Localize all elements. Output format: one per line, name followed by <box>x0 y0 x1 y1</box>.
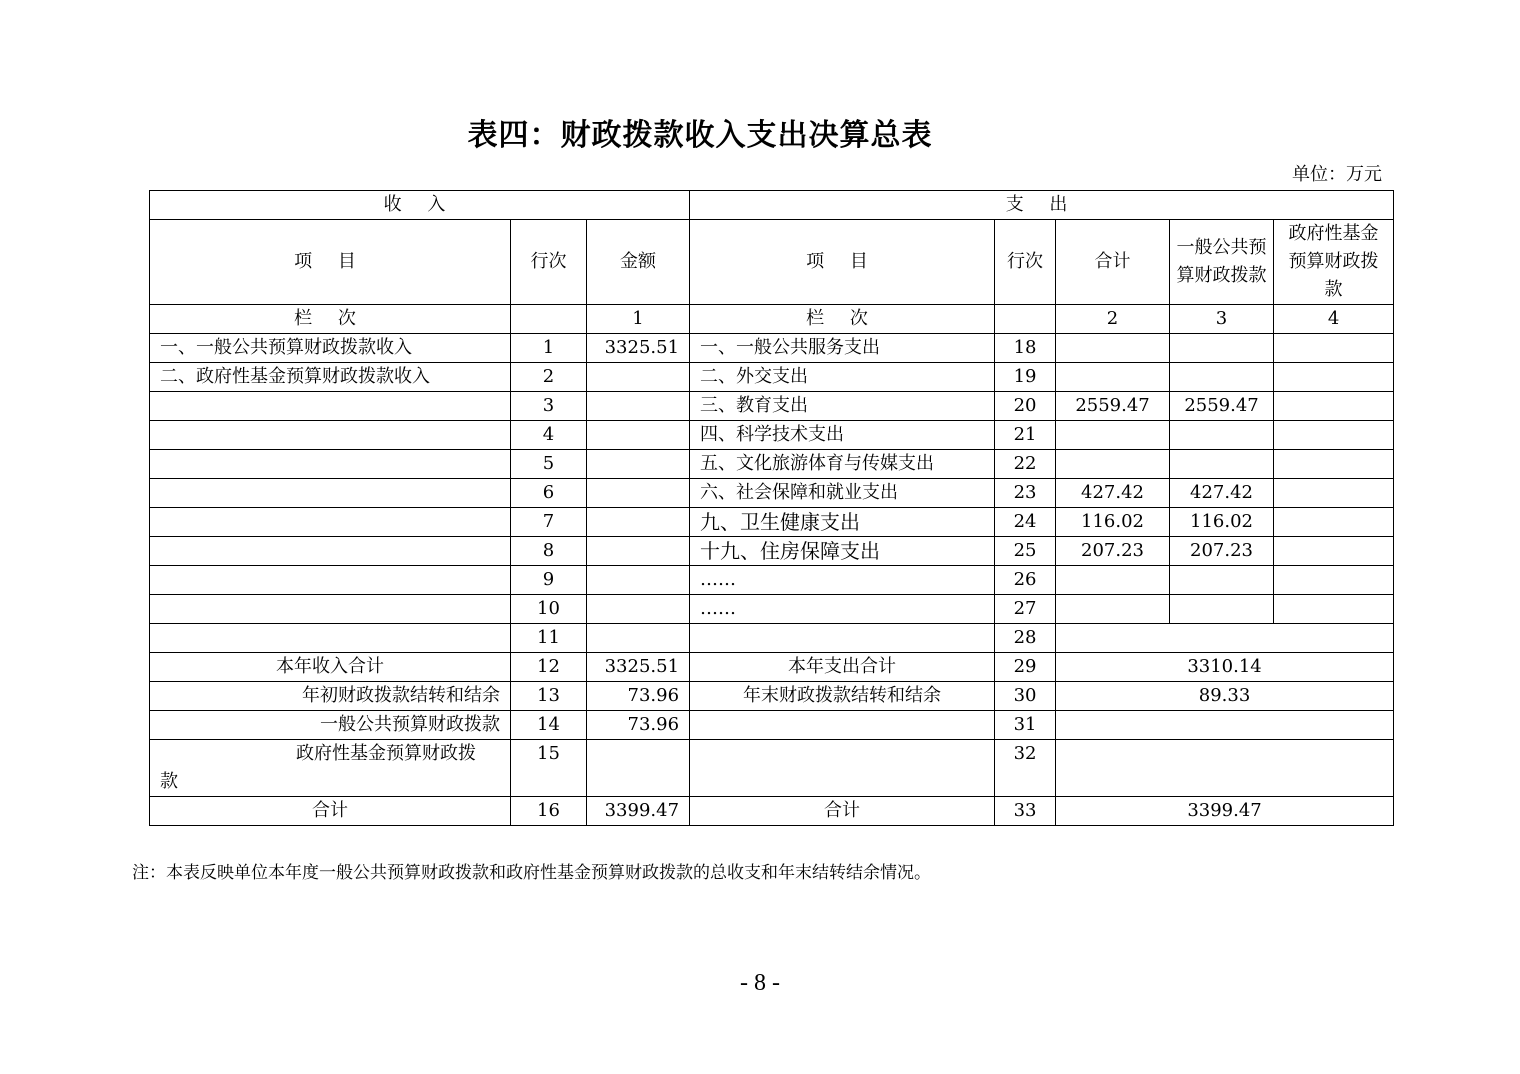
income-row-no-header: 行次 <box>511 220 587 305</box>
expense-general <box>1170 595 1274 624</box>
expense-total-amount: 3399.47 <box>1056 797 1394 826</box>
expense-item-header: 项 目 <box>690 220 995 305</box>
expense-item: 十九、住房保障支出 <box>690 537 995 566</box>
income-item <box>150 508 511 537</box>
expense-row-no: 27 <box>995 595 1056 624</box>
begin-balance-amount: 73.96 <box>587 682 690 711</box>
table-row <box>150 450 1394 479</box>
income-row-no: 8 <box>511 537 587 566</box>
income-col-blank <box>511 305 587 334</box>
expense-fund <box>1274 508 1394 537</box>
year-total-row <box>150 653 1394 682</box>
expense-row-no: 20 <box>995 392 1056 421</box>
year-expense-label: 本年支出合计 <box>690 653 995 682</box>
expense-total <box>1056 595 1170 624</box>
income-item <box>150 537 511 566</box>
income-amount <box>587 508 690 537</box>
total-header: 合计 <box>1056 220 1170 305</box>
table-row <box>150 479 1394 508</box>
expense-row-no: 22 <box>995 450 1056 479</box>
expense-item: 一、一般公共服务支出 <box>690 334 995 363</box>
expense-item: 四、科学技术支出 <box>690 421 995 450</box>
income-item <box>150 566 511 595</box>
income-row-no: 9 <box>511 566 587 595</box>
general-budget-amount: 73.96 <box>587 711 690 740</box>
fund-budget-exp-no: 32 <box>995 740 1056 797</box>
expense-col-2: 2 <box>1056 305 1170 334</box>
grand-total-row <box>150 797 1394 826</box>
income-item: 一、一般公共预算财政拨款收入 <box>150 334 511 363</box>
budget-table <box>149 190 1394 826</box>
expense-total: 2559.47 <box>1056 392 1170 421</box>
expense-total <box>1056 363 1170 392</box>
income-item <box>150 421 511 450</box>
column-index-row <box>150 305 1394 334</box>
expense-item: 六、社会保障和就业支出 <box>690 479 995 508</box>
general-budget-row <box>150 711 1394 740</box>
income-item <box>150 392 511 421</box>
income-total-amount: 3399.47 <box>587 797 690 826</box>
fund-budget-no: 15 <box>511 740 587 797</box>
expense-row-no: 25 <box>995 537 1056 566</box>
income-amount <box>587 479 690 508</box>
expense-col-4: 4 <box>1274 305 1394 334</box>
expense-col-3: 3 <box>1170 305 1274 334</box>
expense-total <box>1056 450 1170 479</box>
expense-item: 三、教育支出 <box>690 392 995 421</box>
income-total-no: 16 <box>511 797 587 826</box>
year-income-amount: 3325.51 <box>587 653 690 682</box>
general-budget-exp-amount <box>1056 711 1394 740</box>
income-row-no: 7 <box>511 508 587 537</box>
table-row <box>150 624 1394 653</box>
expense-total: 427.42 <box>1056 479 1170 508</box>
expense-fund <box>1274 392 1394 421</box>
column-header-row <box>150 220 1394 305</box>
expense-row-no: 19 <box>995 363 1056 392</box>
income-row-no: 11 <box>511 624 587 653</box>
expense-item: 五、文化旅游体育与传媒支出 <box>690 450 995 479</box>
page-number: - 8 - <box>740 970 780 996</box>
section-header-row <box>150 191 1394 220</box>
expense-row-no: 24 <box>995 508 1056 537</box>
general-budget-exp-no: 31 <box>995 711 1056 740</box>
expense-general <box>1170 450 1274 479</box>
end-balance-amount: 89.33 <box>1056 682 1394 711</box>
expense-total <box>1056 334 1170 363</box>
expense-general <box>1170 334 1274 363</box>
income-amount <box>587 537 690 566</box>
expense-total: 116.02 <box>1056 508 1170 537</box>
year-income-label: 本年收入合计 <box>150 653 511 682</box>
expense-row-no: 28 <box>995 624 1056 653</box>
expense-item: 九、卫生健康支出 <box>690 508 995 537</box>
income-row-no: 6 <box>511 479 587 508</box>
expense-fund <box>1274 595 1394 624</box>
income-row-no: 4 <box>511 421 587 450</box>
income-amount <box>587 421 690 450</box>
income-amount: 3325.51 <box>587 334 690 363</box>
begin-balance-label: 年初财政拨款结转和结余 <box>150 682 511 711</box>
table-row <box>150 566 1394 595</box>
income-item-header: 项 目 <box>150 220 511 305</box>
expense-general <box>1170 363 1274 392</box>
income-row-no: 5 <box>511 450 587 479</box>
income-col-label: 栏 次 <box>150 305 511 334</box>
end-balance-label: 年末财政拨款结转和结余 <box>690 682 995 711</box>
fund-budget-header: 政府性基金预算财政拨款 <box>1274 220 1394 305</box>
expense-general: 427.42 <box>1170 479 1274 508</box>
income-item <box>150 479 511 508</box>
expense-item: 二、外交支出 <box>690 363 995 392</box>
income-item <box>150 450 511 479</box>
fund-budget-exp-item <box>690 740 995 797</box>
income-col-1: 1 <box>587 305 690 334</box>
income-total-label: 合计 <box>150 797 511 826</box>
fund-budget-label-line2: 款 <box>160 771 178 792</box>
income-amount <box>587 450 690 479</box>
table-row <box>150 537 1394 566</box>
carryover-row <box>150 682 1394 711</box>
income-row-no: 10 <box>511 595 587 624</box>
expense-general: 2559.47 <box>1170 392 1274 421</box>
expense-item: …… <box>690 595 995 624</box>
expense-fund <box>1274 421 1394 450</box>
expense-fund <box>1274 479 1394 508</box>
expense-total-label: 合计 <box>690 797 995 826</box>
income-amount <box>587 566 690 595</box>
fund-budget-amount <box>587 740 690 797</box>
year-income-no: 12 <box>511 653 587 682</box>
footnote: 注：本表反映单位本年度一般公共预算财政拨款和政府性基金预算财政拨款的总收支和年末结转结余情况。 <box>132 863 931 883</box>
income-amount <box>587 392 690 421</box>
table-row <box>150 421 1394 450</box>
expense-row-no-header: 行次 <box>995 220 1056 305</box>
expense-total <box>1056 566 1170 595</box>
expense-fund <box>1274 537 1394 566</box>
fund-budget-exp-amount <box>1056 740 1394 797</box>
year-expense-no: 29 <box>995 653 1056 682</box>
income-row-no: 3 <box>511 392 587 421</box>
general-budget-header: 一般公共预算财政拨款 <box>1170 220 1274 305</box>
expense-total: 207.23 <box>1056 537 1170 566</box>
fund-budget-row <box>150 740 1394 797</box>
expense-general <box>1170 566 1274 595</box>
end-balance-no: 30 <box>995 682 1056 711</box>
expense-header: 支 出 <box>690 191 1394 220</box>
table-row <box>150 595 1394 624</box>
expense-general: 116.02 <box>1170 508 1274 537</box>
expense-fund <box>1274 363 1394 392</box>
expense-col-blank <box>995 305 1056 334</box>
expense-general <box>1170 421 1274 450</box>
income-amount <box>587 363 690 392</box>
income-amount-header: 金额 <box>587 220 690 305</box>
income-row-no: 1 <box>511 334 587 363</box>
income-item <box>150 595 511 624</box>
expense-amount <box>1056 624 1394 653</box>
expense-col-label: 栏 次 <box>690 305 995 334</box>
unit-label: 单位：万元 <box>1292 164 1382 185</box>
expense-item <box>690 624 995 653</box>
table-row <box>150 392 1394 421</box>
expense-fund <box>1274 566 1394 595</box>
income-amount <box>587 624 690 653</box>
begin-balance-no: 13 <box>511 682 587 711</box>
expense-total <box>1056 421 1170 450</box>
table-row <box>150 334 1394 363</box>
year-expense-amount: 3310.14 <box>1056 653 1394 682</box>
fund-budget-label-line1: 政府性基金预算财政拨 <box>296 743 476 764</box>
table-row <box>150 363 1394 392</box>
income-row-no: 2 <box>511 363 587 392</box>
fund-budget-label <box>150 740 511 797</box>
general-budget-label: 一般公共预算财政拨款 <box>150 711 511 740</box>
expense-general: 207.23 <box>1170 537 1274 566</box>
general-budget-no: 14 <box>511 711 587 740</box>
expense-total-no: 33 <box>995 797 1056 826</box>
expense-row-no: 21 <box>995 421 1056 450</box>
page-title: 表四：财政拨款收入支出决算总表 <box>467 118 933 153</box>
expense-row-no: 26 <box>995 566 1056 595</box>
expense-row-no: 18 <box>995 334 1056 363</box>
general-budget-exp-item <box>690 711 995 740</box>
expense-fund <box>1274 450 1394 479</box>
income-item <box>150 624 511 653</box>
income-amount <box>587 595 690 624</box>
expense-row-no: 23 <box>995 479 1056 508</box>
income-header: 收 入 <box>150 191 690 220</box>
expense-fund <box>1274 334 1394 363</box>
income-item: 二、政府性基金预算财政拨款收入 <box>150 363 511 392</box>
expense-item: …… <box>690 566 995 595</box>
table-row <box>150 508 1394 537</box>
